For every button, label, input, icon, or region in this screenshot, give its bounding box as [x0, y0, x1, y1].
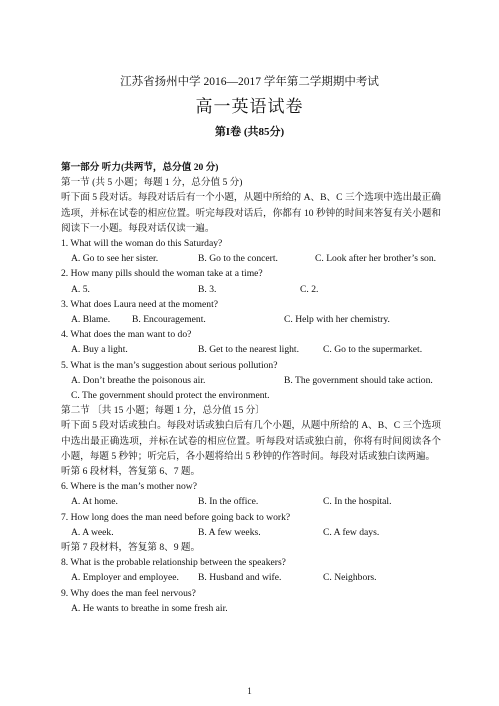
options-9 — [61, 601, 441, 616]
options-2 — [61, 282, 441, 297]
question-2: 2. How many pills should the woman take at a time? — [61, 268, 263, 280]
option-a: A. Employer and employee. — [71, 572, 179, 584]
school-line: 江苏省扬州中学 2016—2017 学年第二学期期中考试 — [120, 76, 379, 88]
option-c: C. Look after her brother’s son. — [315, 253, 437, 265]
section2-heading: 第二节 〔共 15 小题；每题 1 分，总分值 15 分〕 — [61, 405, 265, 417]
option-c: C. In the hospital. — [323, 496, 392, 508]
option-a: A. 5. — [71, 283, 90, 295]
options-7 — [61, 525, 441, 540]
question-3: 3. What does Laura need at the moment? — [61, 298, 218, 310]
option-b: B. Get to the nearest light. — [198, 344, 299, 356]
part-heading: 第一部分 听力(共两节，总分值 20 分) — [61, 162, 219, 173]
question-6: 6. Where is the man’s mother now? — [61, 481, 197, 493]
section1-instructions: 听下面 5 段对话。每段对话后有一个小题，从题中所给的 A、B、C 三个选项中选出最正确选项，并标在试卷的相应位置。听完每段对话后，你都有 10 秒钟的时间来答复有关小题和阅读下一小题。每段对话仅读一遍。 — [61, 192, 441, 234]
options-5 — [61, 373, 441, 388]
option-b: B. Encouragement. — [132, 314, 206, 326]
options-5-c — [61, 388, 441, 403]
option-b: B. 3. — [198, 283, 217, 295]
option-b: B. The government should take action. — [284, 374, 433, 386]
question-8: 8. What is the probable relationship between the speakers? — [61, 557, 286, 569]
page-number: 1 — [247, 686, 252, 696]
material-6-note: 听第 6 段材料，答复第 6、7 题。 — [61, 466, 201, 478]
option-c: C. Neighbors. — [323, 572, 377, 584]
volume-heading: 第I卷 (共85分) — [214, 126, 285, 138]
option-c: C. The government should protect the environment. — [71, 390, 270, 402]
question-1: 1. What will the woman do this Saturday? — [61, 238, 223, 250]
option-c: C. A few days. — [323, 526, 380, 538]
option-b: B. Husband and wife. — [198, 572, 282, 584]
option-b: B. In the office. — [198, 496, 259, 508]
option-b: B. A few weeks. — [198, 526, 261, 538]
question-4: 4. What does the man want to do? — [61, 329, 192, 341]
option-c: C. 2. — [300, 283, 319, 295]
option-a: A. Blame. — [71, 314, 111, 326]
section2-instructions: 听下面 5 段对话或独白。每段对话或独白后有几个小题，从题中所给的 A、B、C 三个选项中选出最正确选项，并标在试卷的相应位置。听每段对话或独白前，你将有时间阅读各个小题，每题 5 秒钟；听完后，各小题将给出 5 秒钟的作答时间。每段对话或独白读两遍。 — [61, 420, 441, 462]
options-1 — [61, 251, 441, 266]
options-3 — [61, 312, 441, 327]
option-a: A. At home. — [71, 496, 118, 508]
question-5: 5. What is the man’s suggestion about serious pollution? — [61, 359, 278, 371]
material-7-note: 听第 7 段材料，答复第 8、9 题。 — [61, 542, 201, 554]
question-7: 7. How long does the man need before going back to work? — [61, 511, 291, 523]
options-4 — [61, 342, 441, 357]
option-b: B. Go to the concert. — [198, 253, 278, 265]
option-a: A. Go to see her sister. — [71, 253, 159, 265]
option-a: A. Don’t breathe the poisonous air. — [71, 374, 206, 386]
options-8 — [61, 570, 441, 585]
options-6 — [61, 494, 441, 509]
option-c: C. Help with her chemistry. — [284, 314, 390, 326]
option-a: A. A week. — [71, 526, 114, 538]
exam-title: 高一英语试卷 — [195, 97, 304, 116]
option-a: A. Buy a light. — [71, 344, 128, 356]
exam-content — [61, 160, 441, 616]
option-c: C. Go to the supermarket. — [323, 344, 423, 356]
question-9: 9. Why does the man feel nervous? — [61, 587, 196, 599]
option-a: A. He wants to breathe in some fresh air. — [71, 602, 228, 614]
section1-heading: 第一节 (共 5 小题；每题 1 分，总分值 5 分) — [61, 177, 243, 189]
